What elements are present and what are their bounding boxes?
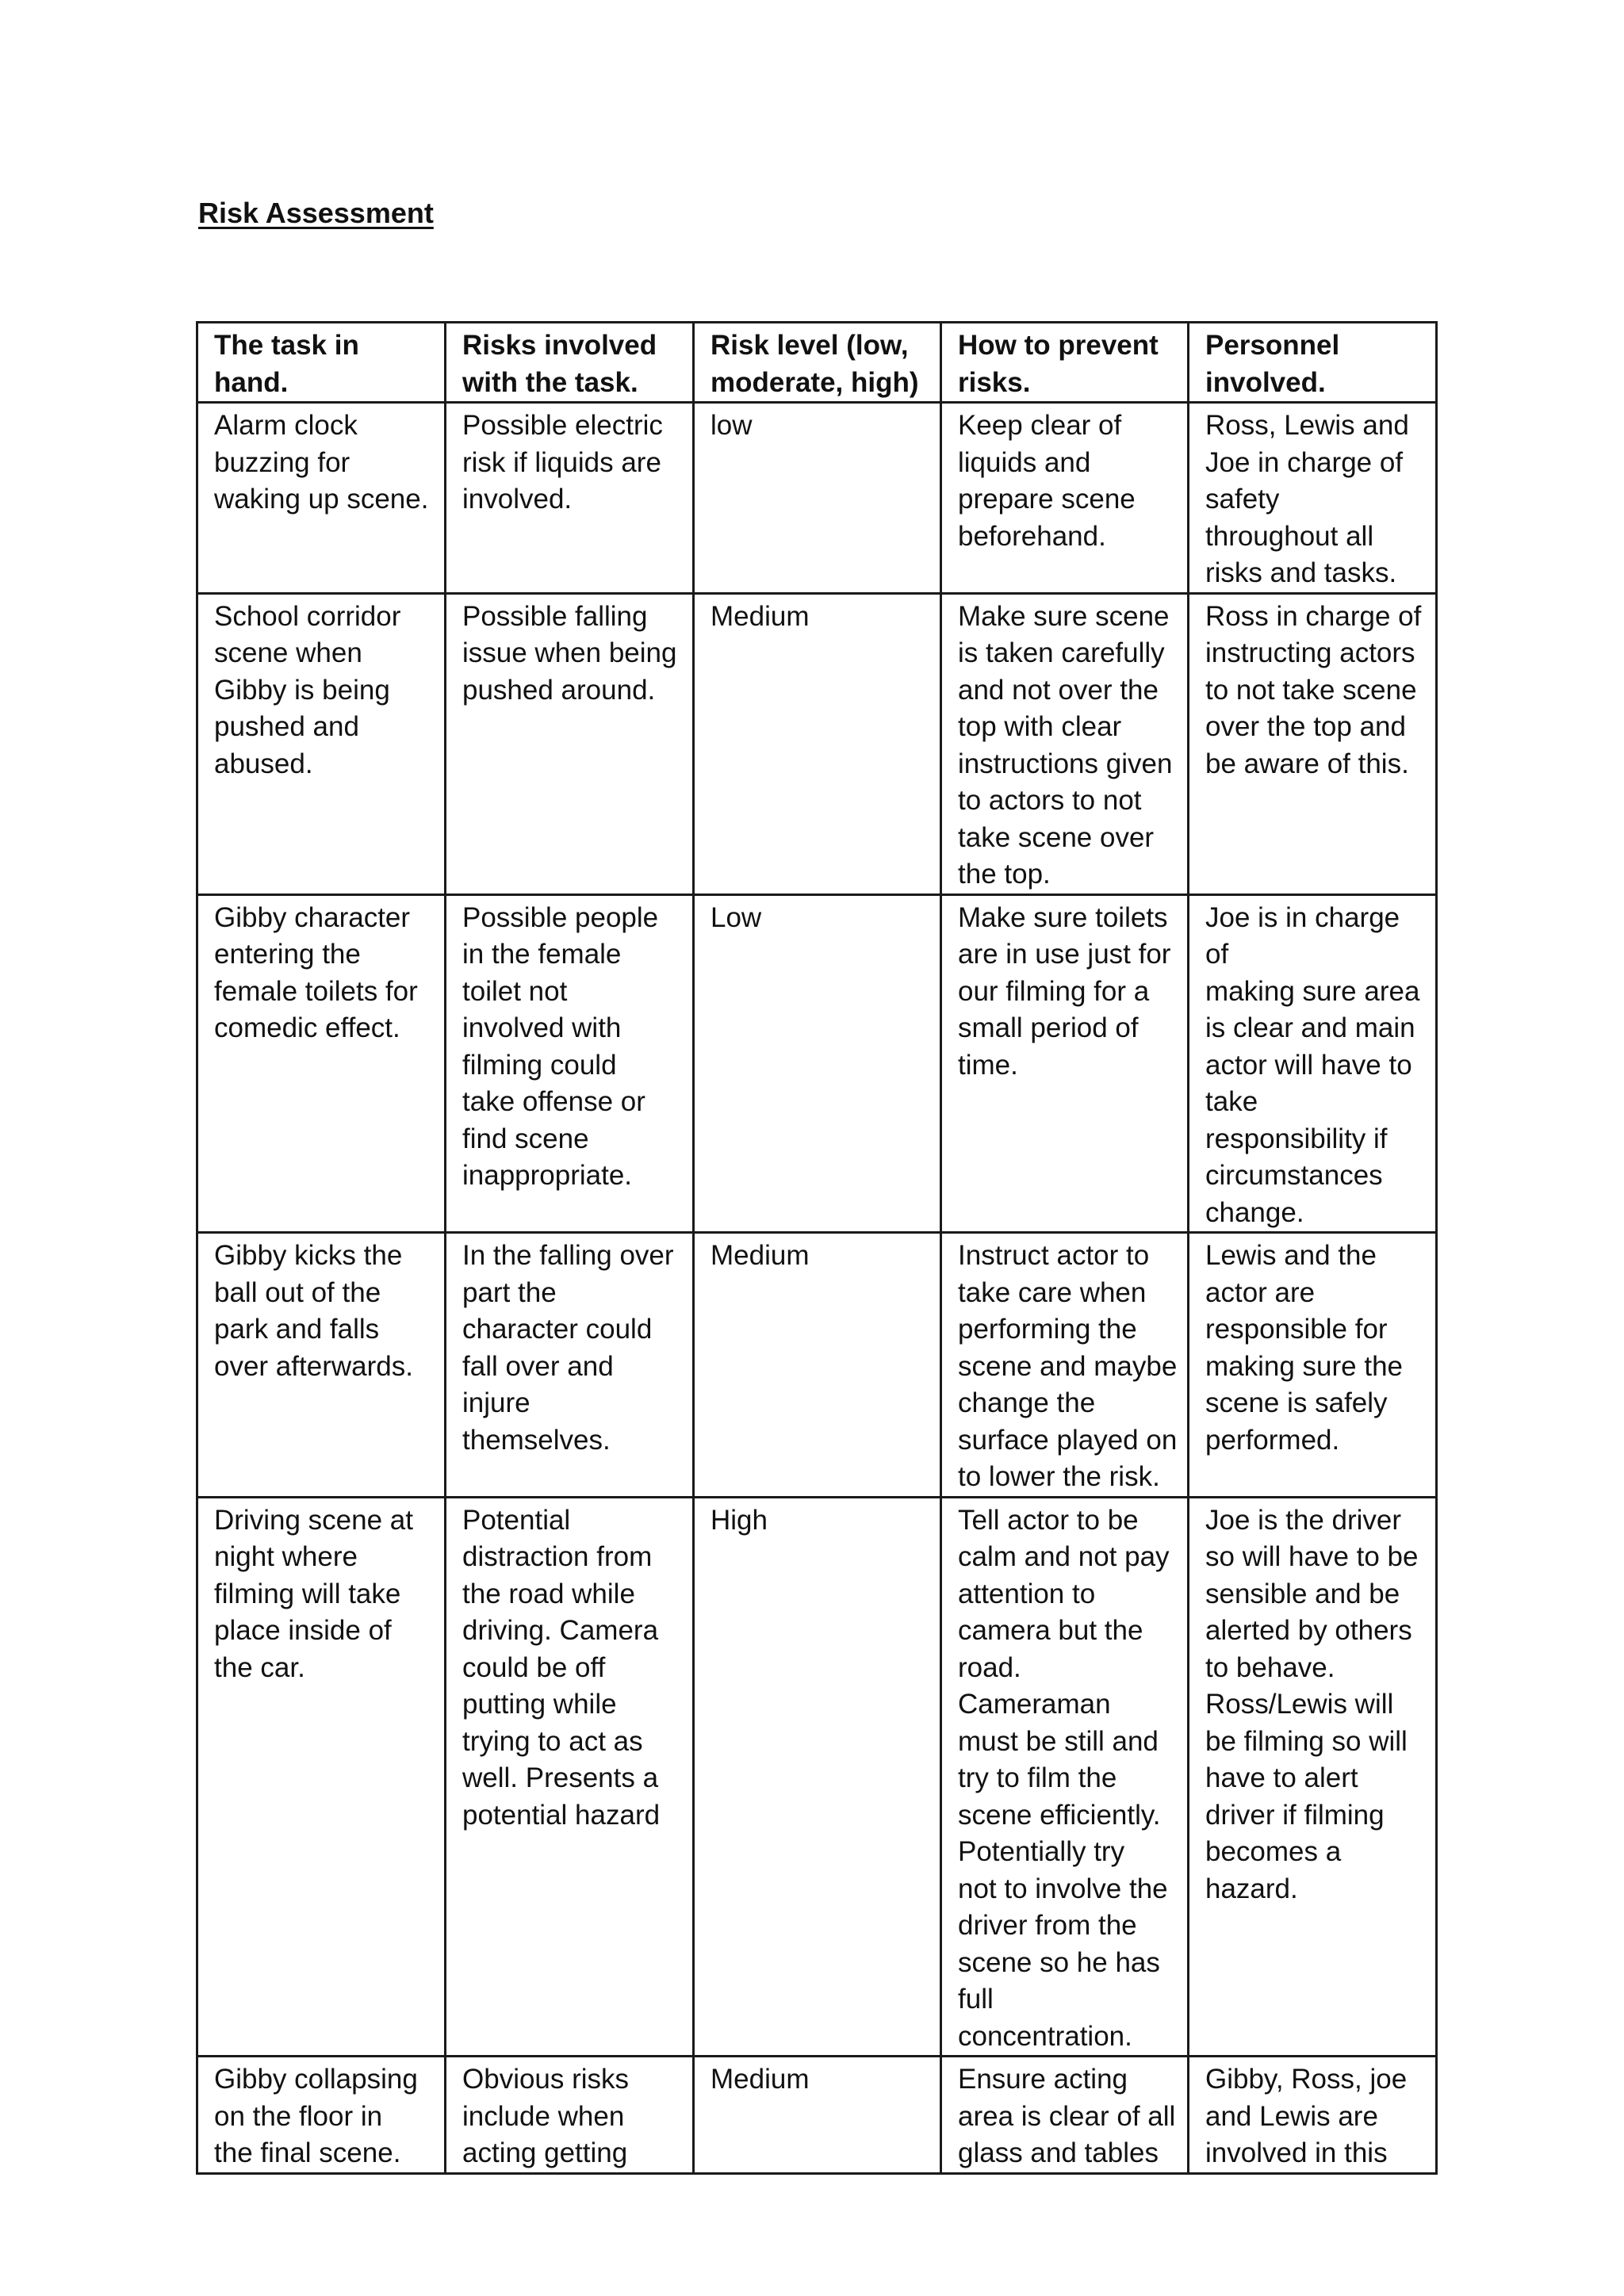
task-cell: Gibby collapsing on the floor in the final scene. bbox=[197, 2057, 446, 2174]
task-cell: Driving scene at night where filming will take place inside of the car. bbox=[197, 1497, 446, 2057]
risks-cell: Possible falling issue when being pushed around. bbox=[446, 593, 694, 894]
header-task: The task in hand. bbox=[197, 323, 446, 403]
table-row bbox=[197, 2057, 1437, 2174]
personnel-cell: Lewis and the actor are responsible for making sure the scene is safely performed. bbox=[1189, 1233, 1437, 1498]
table-row bbox=[197, 1497, 1437, 2057]
personnel-cell: Ross in charge of instructing actors to not take scene over the top and be aware of this. bbox=[1189, 593, 1437, 894]
page-title: Risk Assessment bbox=[198, 197, 434, 229]
risk-level-cell: High bbox=[694, 1497, 941, 2057]
table-row bbox=[197, 894, 1437, 1233]
prevention-cell: Instruct actor to take care when performing the scene and maybe change the surface played on to lower the risk. bbox=[941, 1233, 1189, 1498]
risk-assessment-table bbox=[196, 321, 1438, 2175]
table-row bbox=[197, 403, 1437, 594]
risks-cell: Obvious risks include when acting getting bbox=[446, 2057, 694, 2174]
prevention-cell: Tell actor to be calm and not pay attention to camera but the road. Cameraman must be still and try to film the scene efficiently. Potentially try not to involve the driver from the scene so he has full concentration. bbox=[941, 1497, 1189, 2057]
risk-level-cell: Medium bbox=[694, 2057, 941, 2174]
table-row bbox=[197, 593, 1437, 894]
prevention-cell: Make sure scene is taken carefully and not over the top with clear instructions given to actors to not take scene over the top. bbox=[941, 593, 1189, 894]
risks-cell: In the falling over part the character could fall over and injure themselves. bbox=[446, 1233, 694, 1498]
personnel-cell: Joe is the driver so will have to be sensible and be alerted by others to behave. Ross/Lewis will be filming so will have to alert driver if filming becomes a hazard. bbox=[1189, 1497, 1437, 2057]
header-prevention: How to prevent risks. bbox=[941, 323, 1189, 403]
risks-cell: Potential distraction from the road while driving. Camera could be off putting while trying to act as well. Presents a potential hazard bbox=[446, 1497, 694, 2057]
task-cell: Gibby character entering the female toilets for comedic effect. bbox=[197, 894, 446, 1233]
task-cell: Gibby kicks the ball out of the park and falls over afterwards. bbox=[197, 1233, 446, 1498]
personnel-cell: Joe is in charge of making sure area is clear and main actor will have to take responsibility if circumstances change. bbox=[1189, 894, 1437, 1233]
prevention-cell: Make sure toilets are in use just for our filming for a small period of time. bbox=[941, 894, 1189, 1233]
table-row bbox=[197, 1233, 1437, 1498]
risks-cell: Possible electric risk if liquids are involved. bbox=[446, 403, 694, 594]
header-personnel: Personnel involved. bbox=[1189, 323, 1437, 403]
task-cell: School corridor scene when Gibby is being pushed and abused. bbox=[197, 593, 446, 894]
task-cell: Alarm clock buzzing for waking up scene. bbox=[197, 403, 446, 594]
prevention-cell: Ensure acting area is clear of all glass and tables bbox=[941, 2057, 1189, 2174]
prevention-cell: Keep clear of liquids and prepare scene beforehand. bbox=[941, 403, 1189, 594]
header-risk-level: Risk level (low, moderate, high) bbox=[694, 323, 941, 403]
header-row bbox=[197, 323, 1437, 403]
header-risks: Risks involved with the task. bbox=[446, 323, 694, 403]
personnel-cell: Ross, Lewis and Joe in charge of safety throughout all risks and tasks. bbox=[1189, 403, 1437, 594]
risk-level-cell: low bbox=[694, 403, 941, 594]
risk-level-cell: Medium bbox=[694, 593, 941, 894]
risk-level-cell: Medium bbox=[694, 1233, 941, 1498]
personnel-cell: Gibby, Ross, joe and Lewis are involved in this bbox=[1189, 2057, 1437, 2174]
risk-level-cell: Low bbox=[694, 894, 941, 1233]
risks-cell: Possible people in the female toilet not involved with filming could take offense or find scene inappropriate. bbox=[446, 894, 694, 1233]
